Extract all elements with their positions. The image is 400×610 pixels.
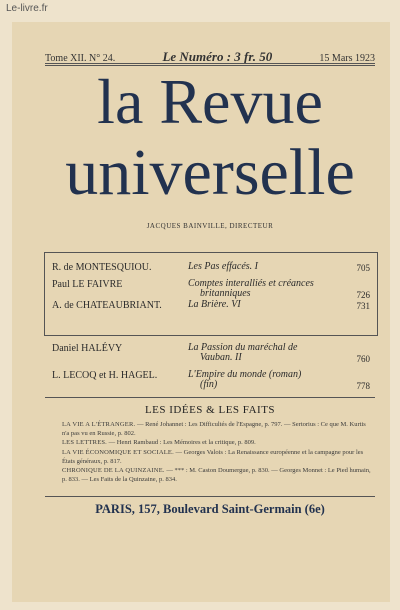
rubric-item — [62, 467, 374, 484]
contents-work: Comptes interalliés et créances — [188, 278, 314, 289]
contents-work: La Passion du maréchal de — [188, 342, 298, 353]
title-line-2: universelle — [65, 136, 355, 209]
title-line-1: la Revue — [97, 66, 323, 137]
rubric-item — [62, 449, 374, 466]
publisher-address: PARIS, 157, Boulevard Saint-Germain (6e) — [95, 502, 325, 516]
contents-page: 778 — [356, 381, 370, 391]
contents-page: 760 — [356, 354, 370, 364]
contents-author: L. LECOQ et H. HAGEL. — [52, 370, 158, 381]
rubric-lead: LES LETTRES. — [62, 439, 108, 446]
rubric-text: — René Johannet : Les Difficultés de l'Espagne, p. 797. — Sertorius : Ce que M. Kurtis n'a pas vu en Russie, p. 802. — [62, 421, 366, 437]
rubric-lead: LA VIE A L'ÉTRANGER. — [62, 421, 136, 428]
rubric-text: — Henri Rambaud : Les Mémoires et la critique, p. 809. — [107, 439, 256, 446]
ideas-heading: LES IDÉES & LES FAITS — [144, 404, 276, 416]
contents-author: A. de CHATEAUBRIANT. — [52, 300, 162, 311]
header-rule — [45, 63, 375, 64]
section-rule — [45, 397, 375, 398]
contents-author: R. de MONTESQUIOU. — [52, 262, 152, 273]
contents-author: Daniel HALÉVY — [52, 343, 123, 354]
contents-work-cont: Vauban. II — [200, 352, 242, 363]
contents-page: 705 — [356, 263, 370, 273]
contents-author: Paul LE FAIVRE — [52, 279, 123, 290]
rubric-text: — Georges Valois : La Renaissance européenne et la campagne pour les États généraux, p. 817. — [62, 449, 364, 465]
contents-page: 731 — [356, 301, 370, 311]
contents-page: 726 — [356, 290, 370, 300]
contents-work-cont: (fin) — [200, 379, 218, 390]
rubric-lead: CHRONIQUE DE LA QUINZAINE. — [62, 467, 165, 474]
contents-work: L'Empire du monde (roman) — [188, 369, 302, 380]
rubric-item — [62, 439, 374, 448]
watermark: Le-livre.fr — [6, 3, 48, 14]
director-line: JACQUES BAINVILLE, DIRECTEUR — [146, 222, 274, 230]
issue-date: 15 Mars 1923 — [319, 53, 375, 64]
contents-work: La Brière. VI — [188, 299, 241, 310]
rubric-text: — *** : M. Caston Doumergue, p. 830. — Georges Monnet : Le Pied humain, p. 833. — Les Faits de la Quinzaine, p. 834. — [62, 467, 371, 483]
rubric-lead: LA VIE ÉCONOMIQUE ET SOCIALE. — [62, 449, 174, 456]
rubric-item — [62, 421, 374, 438]
price: Le Numéro : 3 fr. 50 — [162, 49, 273, 64]
volume-number: Tome XII. N° 24. — [45, 53, 116, 64]
contents-work: Les Pas effacés. I — [188, 261, 258, 272]
footer-rule — [45, 496, 375, 497]
contents-work-cont: britanniques — [200, 288, 251, 299]
